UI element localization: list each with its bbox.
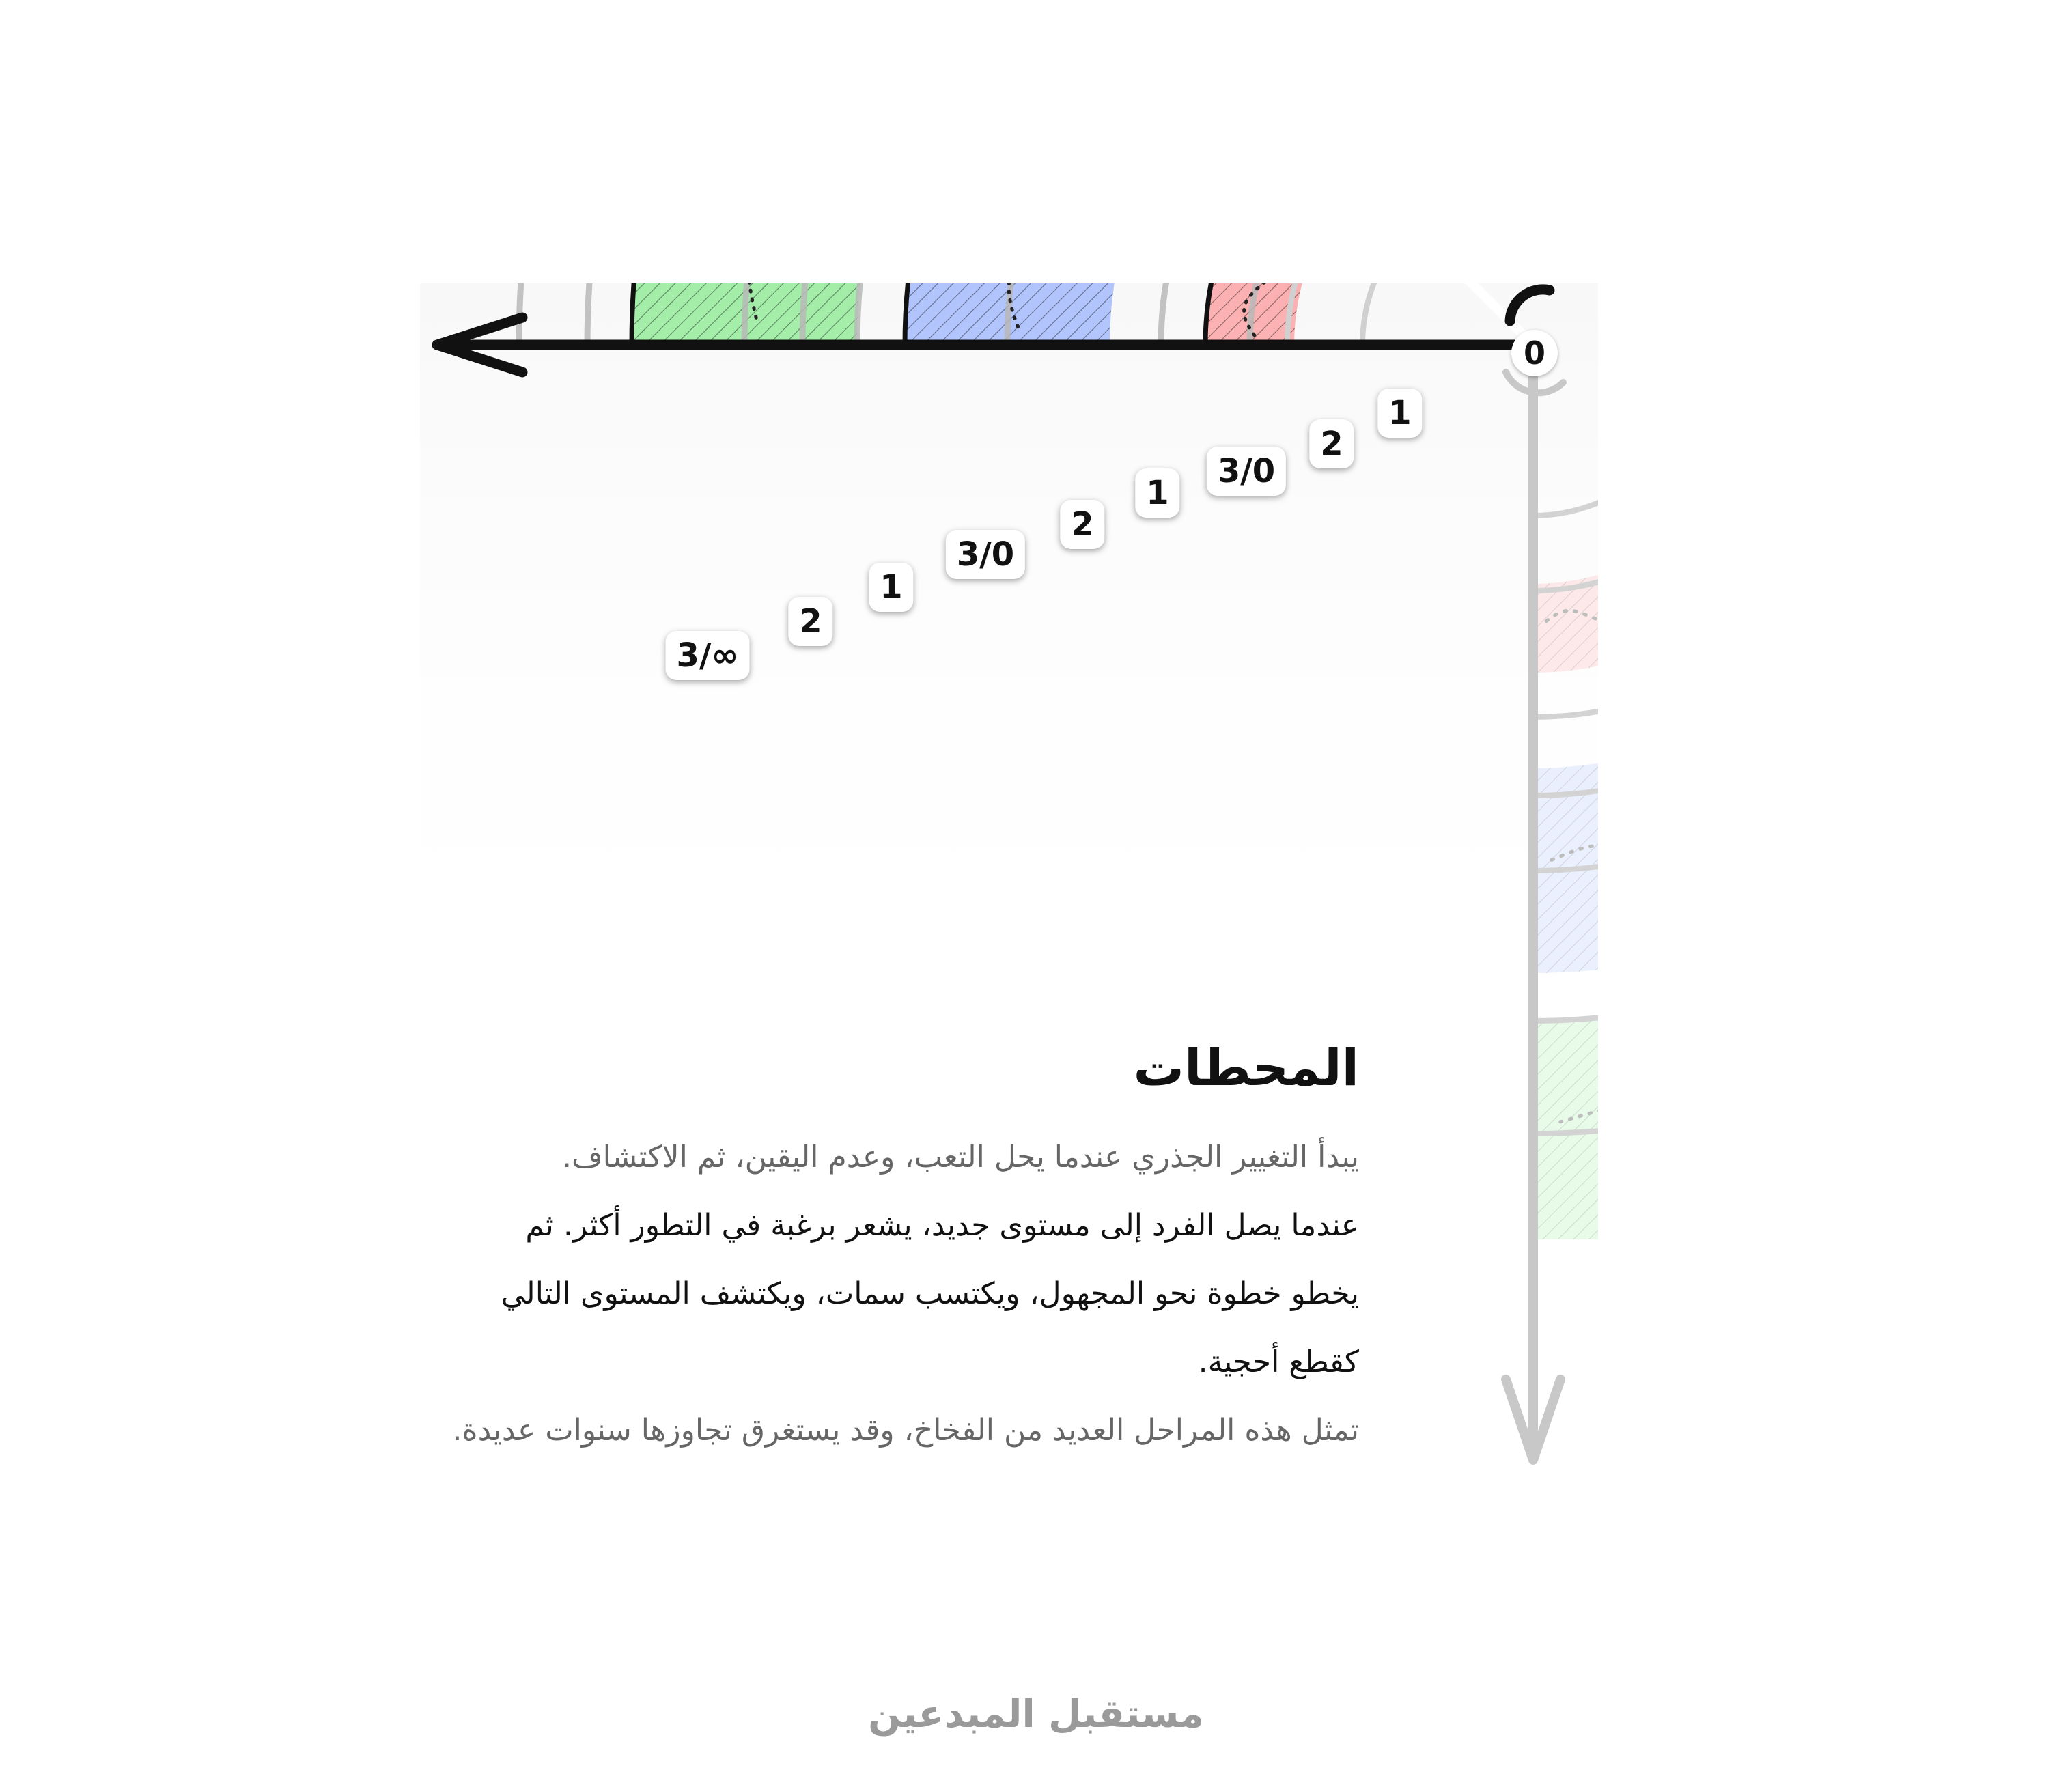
- paragraph-note: تمثل هذه المراحل العديد من الفخاخ، وقد يستغرق تجاوزها سنوات عديدة.: [452, 1412, 1359, 1448]
- faded-dotted-1: [1551, 722, 1885, 860]
- page-title: المحطات: [1133, 1039, 1359, 1097]
- faded-hatch-blue: [1533, 644, 1978, 973]
- faded-band-blue: [1533, 644, 1978, 973]
- faded-ring-6: [1533, 903, 2072, 1134]
- paragraph-intro: يبدأ التغيير الجذري عندما يحل التعب، وعدم اليقين، ثم الاكتشاف.: [562, 1139, 1359, 1175]
- faded-hatch-green: [1533, 823, 2072, 1246]
- stage-label-green-3: 3/∞: [666, 631, 750, 680]
- faded-ring-5: [1533, 823, 2011, 1021]
- footer-brand: مستقبل المبدعين: [868, 1692, 1204, 1737]
- stage-label-blue-3: 3/0: [946, 530, 1025, 579]
- origin-label: 0: [1511, 330, 1558, 376]
- description-panel: [451, 1038, 1359, 1465]
- dotted-path-2: [748, 0, 965, 318]
- stage-label-blue-1: 1: [1135, 468, 1179, 518]
- stage-label-red-2: 2: [1309, 419, 1354, 468]
- faded-quadrant: [1533, 466, 2072, 1359]
- dotted-path-1: [1009, 0, 1156, 327]
- paragraph-main: عندما يصل الفرد إلى مستوى جديد، يشعر برغبة في التطور أكثر. ثم يخطو خطوة نحو المجهول، ويكتسب سمات، ويكتشف المستوى التالي كقطع أحجية.: [501, 1207, 1359, 1379]
- faded-ring-8: [1533, 1062, 2072, 1359]
- stage-label-red-1: 1: [1377, 389, 1422, 438]
- faded-ring-7: [1533, 1013, 2072, 1291]
- stage-label-blue-2: 2: [1060, 500, 1104, 549]
- stage-label-green-1: 1: [869, 563, 913, 612]
- faded-dotted-2: [1560, 914, 2064, 1122]
- stage-label-red-3: 3/0: [1207, 447, 1286, 496]
- stage-label-green-2: 2: [788, 597, 832, 646]
- faded-band-green: [1533, 823, 2072, 1246]
